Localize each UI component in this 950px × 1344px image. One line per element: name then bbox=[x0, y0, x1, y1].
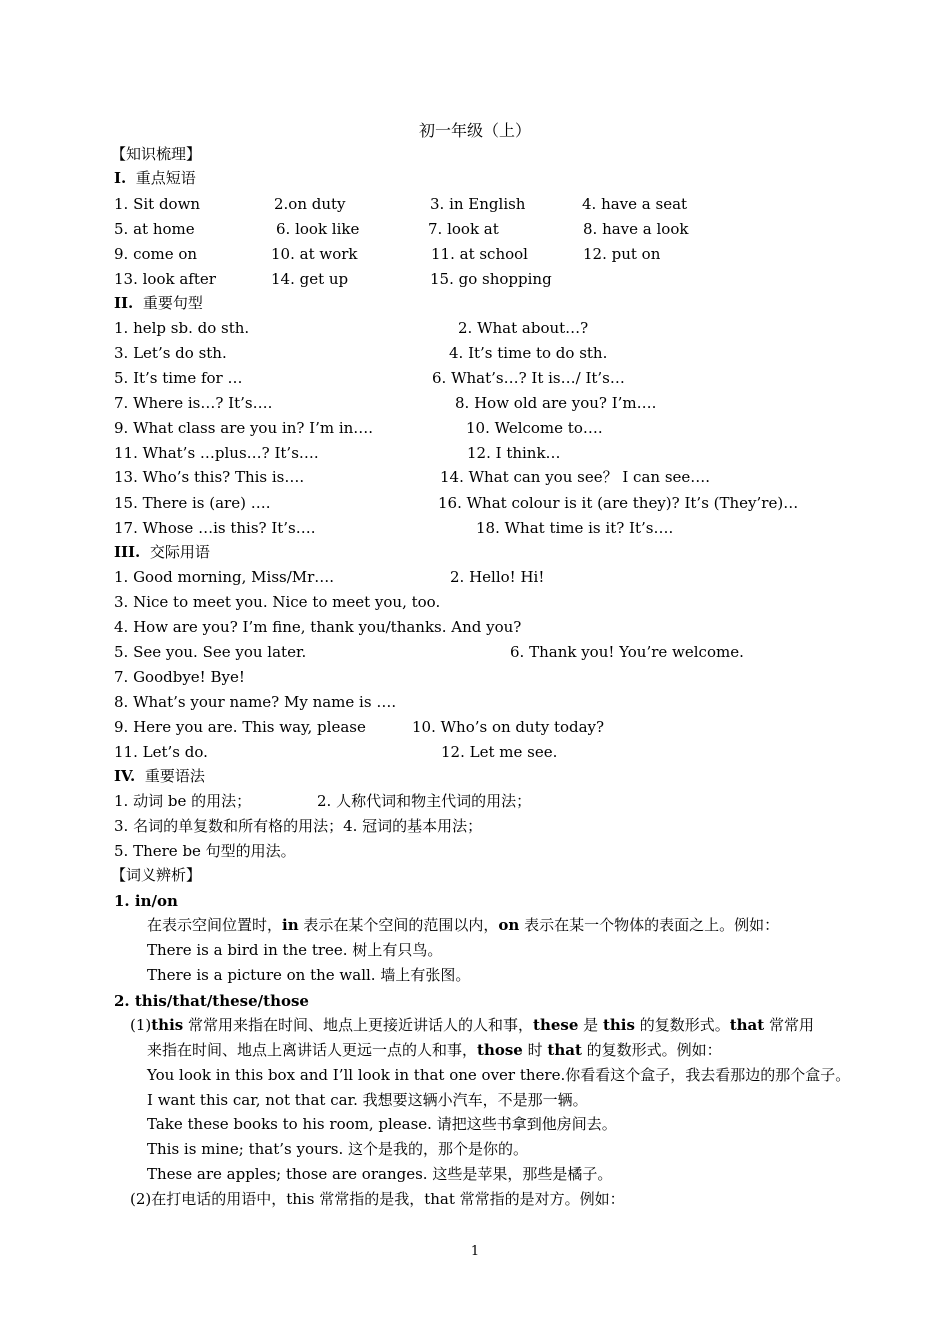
phrase: 7. look at bbox=[428, 220, 499, 238]
s4-heading bbox=[114, 764, 205, 788]
s1-row bbox=[114, 267, 854, 291]
keyword: this bbox=[151, 1016, 184, 1034]
s2-num: II. bbox=[114, 294, 134, 312]
expression: 10. Who’s on duty today? bbox=[412, 718, 605, 736]
s3-row bbox=[114, 640, 854, 664]
phrase: 3. in English bbox=[430, 195, 526, 213]
sentence: 14. What can you see？ I can see…. bbox=[440, 468, 711, 486]
s3-title: 交际用语 bbox=[149, 543, 210, 561]
expression: 2. Hello! Hi! bbox=[450, 568, 545, 586]
s2-row bbox=[114, 341, 854, 365]
expression: 3. Nice to meet you. Nice to meet you, too. bbox=[114, 593, 441, 611]
sentence: 11. What’s …plus…? It’s…. bbox=[114, 444, 319, 462]
w2-example: This is mine; that’s yours. 这个是我的，那个是你的。 bbox=[147, 1140, 529, 1158]
s3-row bbox=[114, 665, 854, 689]
sentence: 18. What time is it? It’s…. bbox=[476, 519, 674, 537]
s4-row bbox=[114, 814, 854, 838]
w2-paragraph-1 bbox=[130, 1013, 814, 1037]
s3-row bbox=[114, 715, 854, 739]
s4-row bbox=[114, 839, 854, 863]
text: 常常用来指在时间、地点上更接近讲话人的人和事， bbox=[183, 1016, 534, 1034]
s3-row bbox=[114, 615, 854, 639]
phrase: 8. have a look bbox=[583, 220, 689, 238]
s2-row bbox=[114, 316, 854, 340]
sentence: 1. help sb. do sth. bbox=[114, 319, 250, 337]
s2-row bbox=[114, 391, 854, 415]
sentence: 10. Welcome to…. bbox=[466, 419, 603, 437]
expression: 9. Here you are. This way, please bbox=[114, 718, 366, 736]
s3-row bbox=[114, 565, 854, 589]
keyword: these bbox=[533, 1016, 579, 1034]
text: 在表示空间位置时， bbox=[147, 916, 283, 934]
keyword: this bbox=[602, 1016, 635, 1034]
phrase: 4. have a seat bbox=[582, 195, 688, 213]
s1-heading bbox=[114, 166, 196, 190]
phrase: 11. at school bbox=[431, 245, 528, 263]
text: 常常用 bbox=[764, 1016, 814, 1034]
w2-example: These are apples; those are oranges. 这些是苹果，那些是橘子。 bbox=[147, 1165, 613, 1183]
s2-title: 重要句型 bbox=[142, 294, 203, 312]
section-words-heading: 【词义辨析】 bbox=[111, 866, 202, 884]
w2-paragraph-2: (2)在打电话的用语中，this 常常指的是我，that 常常指的是对方。例如： bbox=[130, 1190, 625, 1208]
keyword: on bbox=[498, 916, 520, 934]
w2-example: Take these books to his room, please. 请把这些书拿到他房间去。 bbox=[147, 1115, 617, 1133]
phrase: 10. at work bbox=[271, 245, 358, 263]
text: 表示在某个空间的范围以内， bbox=[298, 916, 499, 934]
sentence: 2. What about…? bbox=[458, 319, 589, 337]
s1-num: I. bbox=[114, 169, 127, 187]
grammar-point: 2. 人称代词和物主代词的用法； bbox=[317, 792, 532, 810]
page-title: 初一年级（上） bbox=[418, 121, 531, 140]
expression: 7. Goodbye! Bye! bbox=[114, 668, 245, 686]
s2-heading bbox=[114, 291, 203, 315]
s2-row bbox=[114, 465, 854, 489]
s3-row bbox=[114, 590, 854, 614]
expression: 11. Let’s do. bbox=[114, 743, 208, 761]
phrase: 12. put on bbox=[583, 245, 661, 263]
s3-heading bbox=[114, 540, 210, 564]
s1-row bbox=[114, 192, 854, 216]
keyword: that bbox=[547, 1041, 582, 1059]
s3-row bbox=[114, 690, 854, 714]
grammar-point: 1. 动词 be 的用法； bbox=[114, 792, 252, 810]
page-number: 1 bbox=[470, 1244, 480, 1259]
grammar-point: 3. 名词的单复数和所有格的用法；4. 冠词的基本用法； bbox=[114, 817, 483, 835]
text: 来指在时间、地点上离讲话人更远一点的人和事， bbox=[147, 1041, 478, 1059]
w1-heading: 1. in/on bbox=[114, 892, 178, 910]
sentence: 7. Where is…? It’s…. bbox=[114, 394, 273, 412]
sentence: 17. Whose …is this? It’s…. bbox=[114, 519, 316, 537]
w1-example: There is a picture on the wall. 墙上有张图。 bbox=[147, 966, 471, 984]
phrase: 13. look after bbox=[114, 270, 216, 288]
phrase: 1. Sit down bbox=[114, 195, 201, 213]
text: (1) bbox=[130, 1016, 152, 1034]
s3-num: III. bbox=[114, 543, 141, 561]
sentence: 9. What class are you in? I’m in…. bbox=[114, 419, 374, 437]
sentence: 12. I think… bbox=[467, 444, 561, 462]
s2-row bbox=[114, 366, 854, 390]
text: 是 bbox=[578, 1016, 603, 1034]
text: 的复数形式。例如： bbox=[581, 1041, 722, 1059]
s1-row bbox=[114, 242, 854, 266]
text: 时 bbox=[522, 1041, 548, 1059]
expression: 4. How are you? I’m fine, thank you/thanks. And you? bbox=[114, 618, 522, 636]
sentence: 6. What’s…? It is…/ It’s… bbox=[432, 369, 625, 387]
s4-row bbox=[114, 789, 854, 813]
section-knowledge-heading: 【知识梳理】 bbox=[111, 145, 202, 163]
s4-title: 重要语法 bbox=[144, 767, 205, 785]
s2-row bbox=[114, 491, 854, 515]
expression: 12. Let me see. bbox=[441, 743, 558, 761]
sentence: 15. There is (are) …. bbox=[114, 494, 271, 512]
expression: 8. What’s your name? My name is …. bbox=[114, 693, 397, 711]
sentence: 13. Who’s this? This is…. bbox=[114, 468, 305, 486]
w2-example: You look in this box and I’ll look in that one over there.你看看这个盒子，我去看那边的那个盒子。 bbox=[147, 1066, 851, 1084]
expression: 5. See you. See you later. bbox=[114, 643, 307, 661]
sentence: 4. It’s time to do sth. bbox=[449, 344, 608, 362]
phrase: 14. get up bbox=[271, 270, 349, 288]
sentence: 16. What colour is it (are they)? It’s (They’re)… bbox=[438, 494, 799, 512]
w1-example: There is a bird in the tree. 树上有只鸟。 bbox=[147, 941, 443, 959]
s3-row bbox=[114, 740, 854, 764]
w2-example: I want this car, not that car. 我想要这辆小汽车，不是那一辆。 bbox=[147, 1091, 588, 1109]
s2-row bbox=[114, 416, 854, 440]
expression: 6. Thank you! You’re welcome. bbox=[510, 643, 744, 661]
s1-row bbox=[114, 217, 854, 241]
s1-title: 重点短语 bbox=[135, 169, 196, 187]
w1-explanation bbox=[147, 913, 779, 937]
phrase: 9. come on bbox=[114, 245, 198, 263]
phrase: 5. at home bbox=[114, 220, 195, 238]
s2-row bbox=[114, 441, 854, 465]
expression: 1. Good morning, Miss/Mr…. bbox=[114, 568, 335, 586]
s2-row bbox=[114, 516, 854, 540]
w2-heading: 2. this/that/these/those bbox=[114, 992, 309, 1010]
keyword: that bbox=[729, 1016, 765, 1034]
phrase: 2.on duty bbox=[274, 195, 346, 213]
text: 的复数形式。 bbox=[634, 1016, 730, 1034]
text: 表示在某一个物体的表面之上。例如： bbox=[519, 916, 780, 934]
keyword: those bbox=[477, 1041, 523, 1059]
s4-num: IV. bbox=[114, 767, 136, 785]
sentence: 8. How old are you? I’m…. bbox=[455, 394, 657, 412]
phrase: 6. look like bbox=[276, 220, 360, 238]
sentence: 5. It’s time for … bbox=[114, 369, 243, 387]
sentence: 3. Let’s do sth. bbox=[114, 344, 227, 362]
phrase: 15. go shopping bbox=[430, 270, 552, 288]
grammar-point: 5. There be 句型的用法。 bbox=[114, 842, 296, 860]
w2-paragraph-1-cont bbox=[147, 1038, 722, 1062]
keyword: in bbox=[282, 916, 299, 934]
